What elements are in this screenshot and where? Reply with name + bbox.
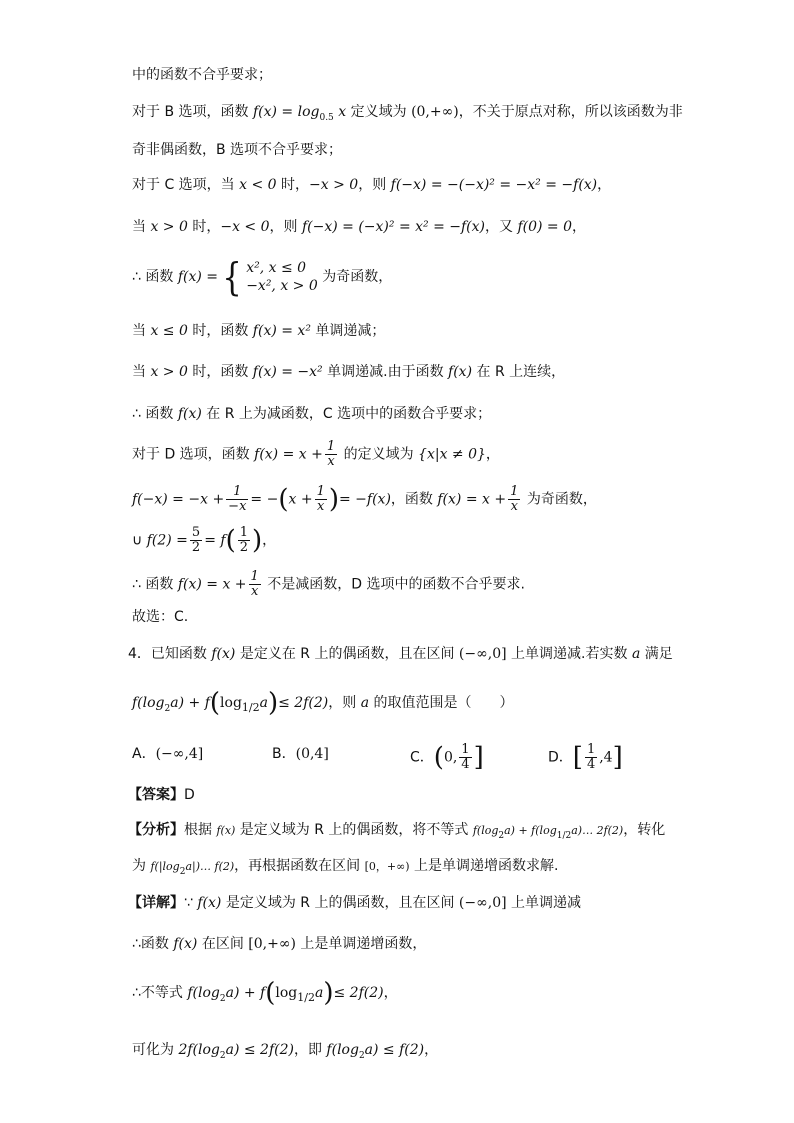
text-line — [132, 440, 500, 469]
option-label: A． — [132, 746, 156, 762]
solution-line-1 — [128, 892, 581, 914]
fraction — [315, 485, 327, 514]
math: {x|x ≠ 0} — [418, 446, 486, 463]
line-text: 可化为 — [132, 1042, 179, 1058]
line-text: ， — [597, 177, 612, 193]
fraction — [249, 570, 261, 599]
line-text: 当 — [132, 323, 151, 339]
numerator: 5 — [191, 525, 201, 540]
line-text: ∴ 函数 — [132, 576, 178, 593]
line-text: 对于 C 选项，当 — [132, 177, 240, 193]
line-text: ∪ — [132, 532, 147, 549]
line-text: 为奇函数， — [522, 491, 597, 508]
fraction — [585, 743, 597, 772]
right-paren: ) — [267, 688, 279, 718]
line-text: 当 — [132, 364, 151, 380]
math: f(x) = log — [252, 104, 320, 120]
fraction — [226, 485, 248, 514]
math-sub: 2 — [358, 1050, 365, 1061]
right-bracket: ] — [473, 742, 484, 773]
math: x < 0 — [239, 177, 277, 193]
line-text: ， — [424, 1042, 439, 1058]
text-line — [132, 320, 385, 342]
line-text: 的取值范围是（ ） — [369, 695, 514, 711]
question-4-stem — [128, 643, 673, 665]
line-text: 在区间 — [197, 936, 249, 952]
option-c[interactable] — [410, 743, 484, 772]
line-text: 奇非偶函数，B 选项不合乎要求； — [132, 142, 343, 158]
math: x ≤ 0 — [150, 323, 188, 339]
line-text: ∴ 函数 — [132, 406, 178, 422]
line-text: ， — [383, 985, 398, 1001]
math: f(x) = x + — [254, 446, 323, 463]
numerator: 1 — [326, 439, 336, 454]
case-2: −x², x > 0 — [246, 278, 318, 294]
analysis-line-2 — [132, 855, 559, 883]
piecewise-cases — [246, 259, 318, 295]
math: a — [360, 695, 370, 711]
math: x > 0 — [150, 364, 188, 380]
line-text: 上是单调递增函数， — [295, 936, 427, 952]
line-text: 对于 D 选项，函数 — [132, 446, 255, 463]
right-paren: ) — [252, 525, 263, 556]
math: f(0) = 0 — [517, 219, 573, 235]
math: a — [259, 695, 268, 711]
math: ≤ 2f(2) — [278, 695, 329, 711]
line-text: 单调递减； — [310, 323, 386, 339]
right-paren: ) — [323, 978, 334, 1008]
math-sub: 2 — [179, 866, 186, 877]
fraction — [190, 526, 202, 555]
math: f(x) — [173, 936, 198, 952]
fraction — [238, 526, 250, 555]
left-brace-icon: { — [222, 255, 242, 299]
numerator: 1 — [239, 525, 248, 540]
line-text: ，则 — [328, 695, 361, 711]
line-text: 时， — [276, 177, 310, 193]
denominator: x — [317, 499, 325, 514]
line-text: 时，函数 — [187, 323, 253, 339]
math: [0，+∞) — [364, 860, 410, 873]
math: f(−x) = (−x)² = x² = −f(x) — [301, 219, 485, 235]
math: x — [333, 104, 347, 120]
solution-line-3 — [132, 978, 398, 1010]
math: f(−x) = −(−x)² = −x² = −f(x) — [390, 177, 598, 193]
option-b[interactable] — [272, 743, 329, 765]
solution-line-2 — [132, 933, 426, 955]
math: −x < 0 — [220, 219, 270, 235]
math: f(|log — [150, 860, 180, 873]
question-4-condition — [132, 688, 514, 720]
text-line — [132, 570, 525, 599]
math: f(x) — [211, 646, 236, 662]
text-line — [132, 361, 565, 383]
answer-tag: 【答案】 — [128, 787, 184, 803]
math: a) ≤ f(2) — [364, 1042, 425, 1058]
math: −x > 0 — [309, 177, 359, 193]
case-1: x², x ≤ 0 — [246, 260, 307, 276]
line-text: 上单调递减.若实数 — [506, 646, 632, 662]
line-text: 4．已知函数 — [128, 646, 212, 662]
line-text: 满足 — [640, 646, 673, 662]
text-line — [132, 403, 491, 425]
line-text: 上单调递减 — [506, 895, 582, 911]
math-sub: 1/2 — [297, 990, 315, 1004]
math: f(−x) = −x + — [132, 491, 225, 508]
math: f(x) = — [177, 269, 218, 285]
math: a) + f — [225, 985, 266, 1001]
math: f(log — [132, 695, 165, 711]
option-value: (0,4] — [295, 746, 329, 762]
math: f(x) — [216, 824, 236, 837]
math: f(log — [472, 824, 499, 837]
option-label: B． — [272, 746, 296, 762]
line-text: 故选：C. — [132, 609, 189, 625]
math: f(x) — [448, 364, 473, 380]
numerator: 1 — [226, 485, 248, 500]
line-text: 在 R 上连续， — [472, 364, 566, 380]
line-text: 的定义域为 — [339, 446, 419, 463]
right-bracket: ] — [612, 742, 623, 773]
math: [0,+∞) — [248, 936, 296, 952]
math: ≤ 2f(2) — [333, 985, 384, 1001]
text-line — [132, 139, 342, 161]
line-text: 不是减函数，D 选项中的函数不合乎要求. — [262, 576, 525, 593]
math: (−∞,0] — [458, 895, 507, 911]
line-text: ，转化 — [623, 822, 666, 838]
line-text: 对于 B 选项，函数 — [132, 104, 253, 120]
right-paren: ) — [328, 484, 339, 515]
line-text: 在 R 上为减函数，C 选项中的函数合乎要求； — [201, 406, 492, 422]
option-a[interactable] — [132, 743, 203, 765]
line-text: 单调递减.由于函数 — [322, 364, 449, 380]
fraction — [325, 440, 337, 469]
math: = f — [204, 532, 226, 549]
line-text: 根据 — [184, 822, 217, 838]
math: a)… 2f(2) — [571, 824, 624, 837]
denominator: x — [510, 499, 518, 514]
math: log — [275, 985, 298, 1001]
line-text: 中的函数不合乎要求； — [132, 67, 272, 83]
option-label: C． — [410, 749, 434, 766]
numerator: 1 — [586, 742, 596, 757]
denominator: 4 — [586, 757, 596, 772]
line-text: ∴函数 — [132, 936, 174, 952]
option-value: 0, — [443, 749, 458, 766]
denominator: x — [327, 454, 335, 469]
line-text: ，不关于原点对称，所以该函数为非 — [458, 104, 683, 120]
line-text: ∴不等式 — [132, 985, 188, 1001]
math: (0,+∞) — [411, 104, 459, 120]
denominator: 2 — [191, 540, 201, 555]
math-sub: 1/2 — [556, 830, 572, 841]
math: (−∞,0] — [458, 646, 507, 662]
line-text: 上是单调递增函数求解. — [409, 858, 559, 874]
math: a — [631, 646, 641, 662]
math: a) ≤ 2f(2) — [225, 1042, 294, 1058]
line-text: 定义域为 — [346, 104, 412, 120]
line-text: ∴ 函数 — [132, 269, 178, 285]
math-sub: 2 — [219, 1050, 226, 1061]
line-text: ， — [262, 532, 277, 549]
left-paren: ( — [278, 484, 289, 515]
line-text: 时，函数 — [187, 364, 253, 380]
denominator: x — [251, 584, 259, 599]
text-line — [132, 255, 393, 299]
line-text: 当 — [132, 219, 151, 235]
denominator: 2 — [239, 540, 248, 555]
math-sub: 2 — [498, 830, 505, 841]
math: a|)… f(2) — [185, 860, 235, 873]
math-sub: 2 — [219, 993, 226, 1004]
denominator: −x — [228, 499, 247, 514]
math: f(x) = x² — [252, 323, 311, 339]
option-label: D． — [548, 749, 573, 766]
line-text: 时， — [187, 219, 221, 235]
math: x + — [288, 491, 313, 508]
line-text: ，再根据函数在区间 — [234, 858, 365, 874]
math-sub: 1/2 — [241, 700, 260, 714]
math: f(x) — [197, 895, 222, 911]
math: f(x) = x + — [177, 576, 247, 593]
fraction — [508, 485, 520, 514]
left-paren: ( — [433, 742, 444, 773]
math: f(x) = x + — [437, 491, 507, 508]
text-line — [132, 101, 683, 129]
denominator: 4 — [461, 757, 470, 772]
numerator: 1 — [461, 742, 470, 757]
text-line — [132, 64, 272, 86]
line-text: ， — [572, 219, 587, 235]
option-value: (−∞,4] — [155, 746, 204, 762]
analysis-line-1 — [128, 819, 665, 847]
math: log — [220, 695, 242, 711]
line-text: 是定义域为 R 上的偶函数，将不等式 — [235, 822, 473, 838]
math: f(log — [187, 985, 220, 1001]
numerator: 1 — [250, 569, 259, 584]
left-paren: ( — [265, 978, 276, 1008]
line-text: ，函数 — [390, 491, 438, 508]
math: f(2) = — [146, 532, 188, 549]
line-text: ，则 — [358, 177, 391, 193]
answer-line — [128, 784, 195, 806]
line-text: 为奇函数， — [317, 269, 393, 285]
text-line — [132, 606, 188, 628]
math: f(x) = −x² — [252, 364, 323, 380]
line-text: ，即 — [293, 1042, 327, 1058]
math-sub: 2 — [164, 703, 171, 714]
math-sub: 0.5 — [319, 112, 334, 123]
math: 2f(log — [178, 1042, 220, 1058]
left-paren: ( — [209, 688, 221, 718]
line-text: ，又 — [485, 219, 518, 235]
analysis-tag: 【分析】 — [128, 822, 184, 838]
option-value: ,4 — [599, 749, 613, 766]
math: a — [314, 985, 324, 1001]
text-line — [132, 174, 611, 196]
solution-line-4 — [132, 1039, 438, 1067]
math: = − — [250, 491, 279, 508]
line-text: ，则 — [269, 219, 302, 235]
line-text: 为 — [132, 858, 151, 874]
math: a) + f(log — [504, 824, 557, 837]
line-text: 是定义在 R 上的偶函数，且在区间 — [235, 646, 459, 662]
numerator: 1 — [510, 484, 519, 499]
text-line — [132, 485, 597, 514]
line-text: ∵ — [184, 895, 198, 911]
option-d[interactable] — [548, 743, 623, 772]
left-paren: ( — [225, 525, 236, 556]
math: f(log — [326, 1042, 359, 1058]
answer-value: D — [184, 787, 195, 803]
numerator: 1 — [316, 484, 325, 499]
math: = −f(x) — [339, 491, 391, 508]
math: a) + f — [170, 695, 210, 711]
solution-tag: 【详解】 — [128, 895, 184, 911]
left-bracket: [ — [572, 742, 583, 773]
math: x > 0 — [150, 219, 188, 235]
text-line — [132, 526, 276, 555]
line-text: ， — [485, 446, 500, 463]
fraction — [459, 743, 471, 772]
line-text: 是定义域为 R 上的偶函数，且在区间 — [221, 895, 459, 911]
text-line — [132, 216, 586, 238]
math: f(x) — [177, 406, 202, 422]
